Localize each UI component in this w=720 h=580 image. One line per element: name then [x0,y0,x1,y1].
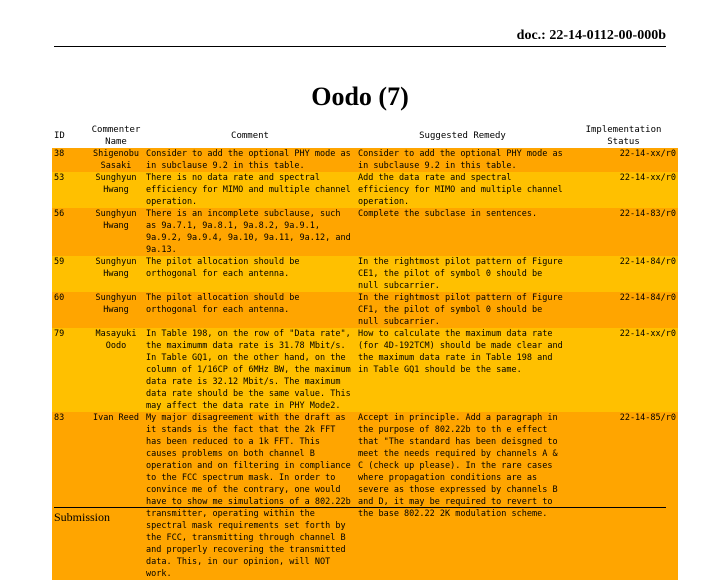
cell-commenter: Sunghyun Hwang [88,208,144,256]
comment-table [52,124,678,580]
cell-status: 22-14-84/r0 [569,292,678,328]
cell-commenter: Sunghyun Hwang [88,292,144,328]
cell-remedy: Consider to add the optional PHY mode as in subclause 9.2 in this table. [356,148,569,172]
cell-remedy: Add the data rate and spectral efficiency for MIMO and multiple channel operation. [356,172,569,208]
column-header-comment: Comment [144,124,356,148]
table-row [52,148,678,172]
cell-status: 22-14-83/r0 [569,208,678,256]
cell-commenter: Shigenobu Sasaki [88,148,144,172]
document-id: doc.: 22-14-0112-00-000b [516,28,666,43]
cell-remedy: Accept in principle. Add a paragraph in the purpose of 802.22b to th e effect that "The standard has been deisgned to meet the needs required by channels A & C (check up please). In the rare cases where propagation conditions are as severe as those expressed by channels B and D, it may be required to revert to the base 802.22 2K modulation scheme. [356,412,569,580]
cell-comment: The pilot allocation should be orthogonal for each antenna. [144,256,356,292]
table-row [52,412,678,580]
cell-id: 53 [52,172,88,208]
column-header-commenter: Commenter Name [88,124,144,148]
cell-status: 22-14-xx/r0 [569,172,678,208]
cell-id: 83 [52,412,88,580]
cell-comment: The pilot allocation should be orthogonal for each antenna. [144,292,356,328]
table-row [52,172,678,208]
cell-commenter: Sunghyun Hwang [88,172,144,208]
cell-id: 79 [52,328,88,412]
cell-remedy: How to calculate the maximum data rate (for 4D-192TCM) should be made clear and the maximum data rate in Table 198 and in Table GQ1 should be the same. [356,328,569,412]
cell-commenter: Sunghyun Hwang [88,256,144,292]
cell-comment: There is no data rate and spectral efficiency for MIMO and multiple channel operation. [144,172,356,208]
cell-comment: There is an incomplete subclause, such as 9a.7.1, 9a.8.1, 9a.8.2, 9a.9.1, 9a.9.2, 9a.9.4, 9a.10, 9a.11, 9a.12, and 9a.13. [144,208,356,256]
page-title: Oodo (7) [311,82,409,111]
cell-id: 59 [52,256,88,292]
cell-remedy: Complete the subclase in sentences. [356,208,569,256]
cell-status: 22-14-85/r0 [569,412,678,580]
cell-comment: My major disagreement with the draft as it stands is the fact that the 2k FFT has been reduced to a 1k FFT. This causes problems on both channel B operation and on filtering in compliance to the FCC spectrum mask. In order to convince me of the contrary, one would have to show me simulations of a 802.22b transmitter, operating within the spectral mask requirements set forth by the FCC, transmitting through channel B and properly recovering the transmitted data. This, in our opinion, will NOT work. [144,412,356,580]
cell-remedy: In the rightmost pilot pattern of Figure CE1, the pilot of symbol 0 should be null subcarrier. [356,256,569,292]
cell-comment: In Table 198, on the row of "Data rate", the maximumm data rate is 31.78 Mbit/s. In Table GQ1, on the other hand, on the column of 1/16CP of 6MHz BW, the maximum data rate is 32.12 Mbit/s. The maximum data rate should be the same value. This may affect the data rate in PHY Mode2. [144,328,356,412]
table-row [52,328,678,412]
cell-id: 60 [52,292,88,328]
column-header-status: Implementation Status [569,124,678,148]
cell-status: 22-14-84/r0 [569,256,678,292]
cell-comment: Consider to add the optional PHY mode as in subclause 9.2 in this table. [144,148,356,172]
header-divider [54,46,666,47]
table-row [52,256,678,292]
column-header-id: ID [52,124,88,148]
cell-id: 38 [52,148,88,172]
cell-commenter: Masayuki Oodo [88,328,144,412]
column-header-remedy: Suggested Remedy [356,124,569,148]
table-row [52,292,678,328]
footer-submission-label: Submission [54,510,111,524]
cell-status: 22-14-xx/r0 [569,148,678,172]
cell-commenter: Ivan Reed [88,412,144,580]
footer-divider [54,507,666,508]
cell-remedy: In the rightmost pilot pattern of Figure CF1, the pilot of symbol 0 should be null subcarrier. [356,292,569,328]
table-header-row [52,124,678,148]
cell-id: 56 [52,208,88,256]
cell-status: 22-14-xx/r0 [569,328,678,412]
table-row [52,208,678,256]
